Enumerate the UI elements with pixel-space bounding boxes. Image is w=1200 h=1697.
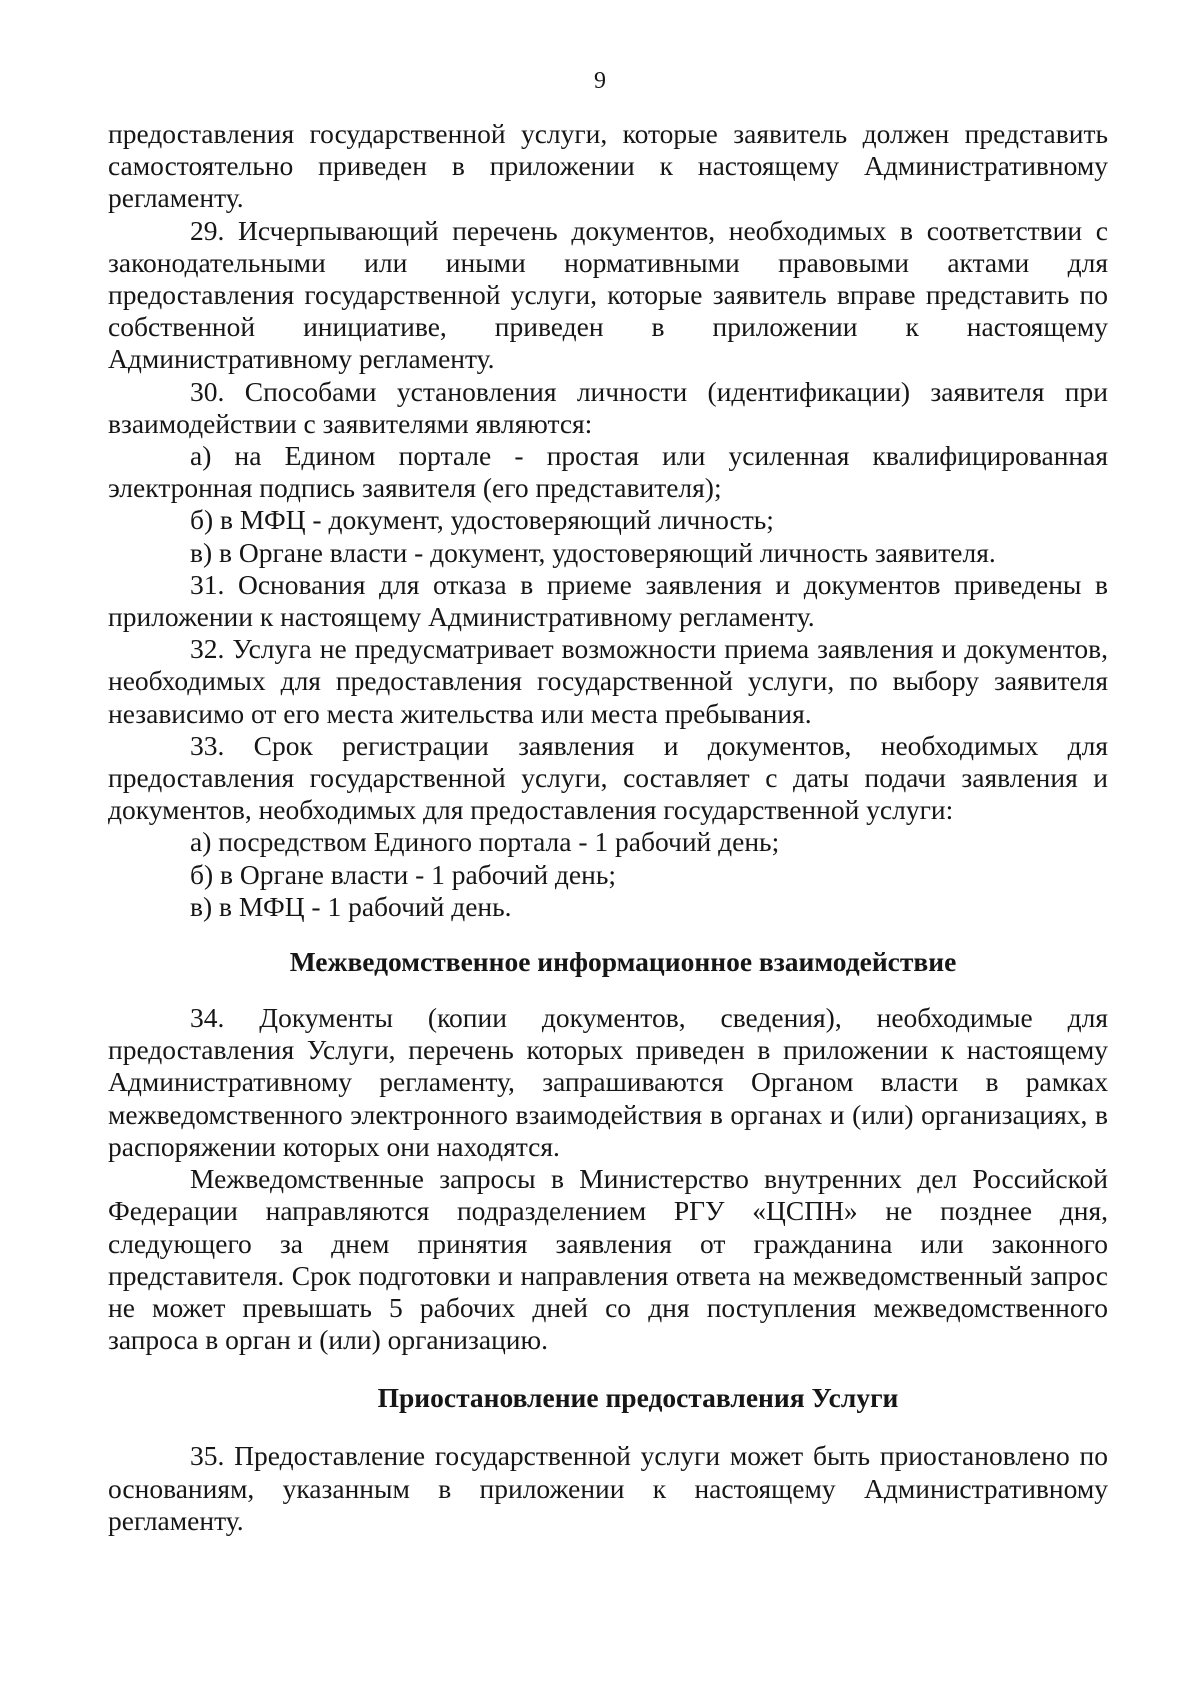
paragraph-34: 34. Документы (копии документов, сведения), необходимые для предоставления Услуги, перечень которых приведен в приложении к настоящему Административному регламенту, запрашиваются Органом власти в рамках межведомственного электронного взаимодействия в органах и (или) организациях, в распоряжении которых они находятся. — [108, 1002, 1108, 1162]
paragraph-33-b: б) в Органе власти - 1 рабочий день; — [190, 858, 617, 890]
paragraph-33-v: в) в МФЦ - 1 рабочий день. — [190, 890, 512, 922]
paragraph-33: 33. Срок регистрации заявления и документов, необходимых для предоставления государственной услуги, составляет с даты подачи заявления и документов, необходимых для предоставления государственной услуги: — [108, 729, 1108, 826]
paragraph-31: 31. Основания для отказа в приеме заявления и документов приведены в приложении к настоящему Административному регламенту. — [108, 568, 1108, 633]
section-heading-interagency: Межведомственное информационное взаимодействие — [289, 946, 957, 978]
paragraph-30: 30. Способами установления личности (идентификации) заявителя при взаимодействии с заявителями являются: — [108, 375, 1108, 439]
section-heading-suspension: Приостановление предоставления Услуги — [377, 1382, 899, 1414]
paragraph-29: 29. Исчерпывающий перечень документов, необходимых в соответствии с законодательными или иными нормативными правовыми актами для предоставления государственной услуги, которые заявитель вправе представить по собственной инициативе, приведен в приложении к настоящему Административному регламенту. — [108, 214, 1108, 375]
paragraph-30-v: в) в Органе власти - документ, удостоверяющий личность заявителя. — [190, 536, 996, 568]
paragraph-34-requests: Межведомственные запросы в Министерство внутренних дел Российской Федерации направляются подразделением РГУ «ЦСПН» не позднее дня, следующего за днем принятия заявления от гражданина или законного представителя. Срок подготовки и направления ответа на межведомственный запрос не может превышать 5 рабочих дней со дня поступления межведомственного запроса в орган и (или) организацию. — [108, 1163, 1108, 1356]
document-body — [108, 118, 1108, 1537]
paragraph-30-b: б) в МФЦ - документ, удостоверяющий личность; — [190, 504, 774, 536]
paragraph-30-a: а) на Едином портале - простая или усиленная квалифицированная электронная подпись заявителя (его представителя); — [108, 440, 1108, 504]
paragraph-continuation: предоставления государственной услуги, которые заявитель должен представить самостоятельно приведен в приложении к настоящему Административному регламенту. — [108, 118, 1108, 214]
paragraph-33-a: а) посредством Единого портала - 1 рабочий день; — [190, 826, 780, 858]
paragraph-35: 35. Предоставление государственной услуги может быть приостановлено по основаниям, указанным в приложении к настоящему Административному регламенту. — [108, 1440, 1108, 1536]
page-number: 9 — [594, 68, 606, 94]
paragraph-32: 32. Услуга не предусматривает возможности приема заявления и документов, необходимых для предоставления государственной услуги, по выбору заявителя независимо от его места жительства или места пребывания. — [108, 633, 1108, 729]
